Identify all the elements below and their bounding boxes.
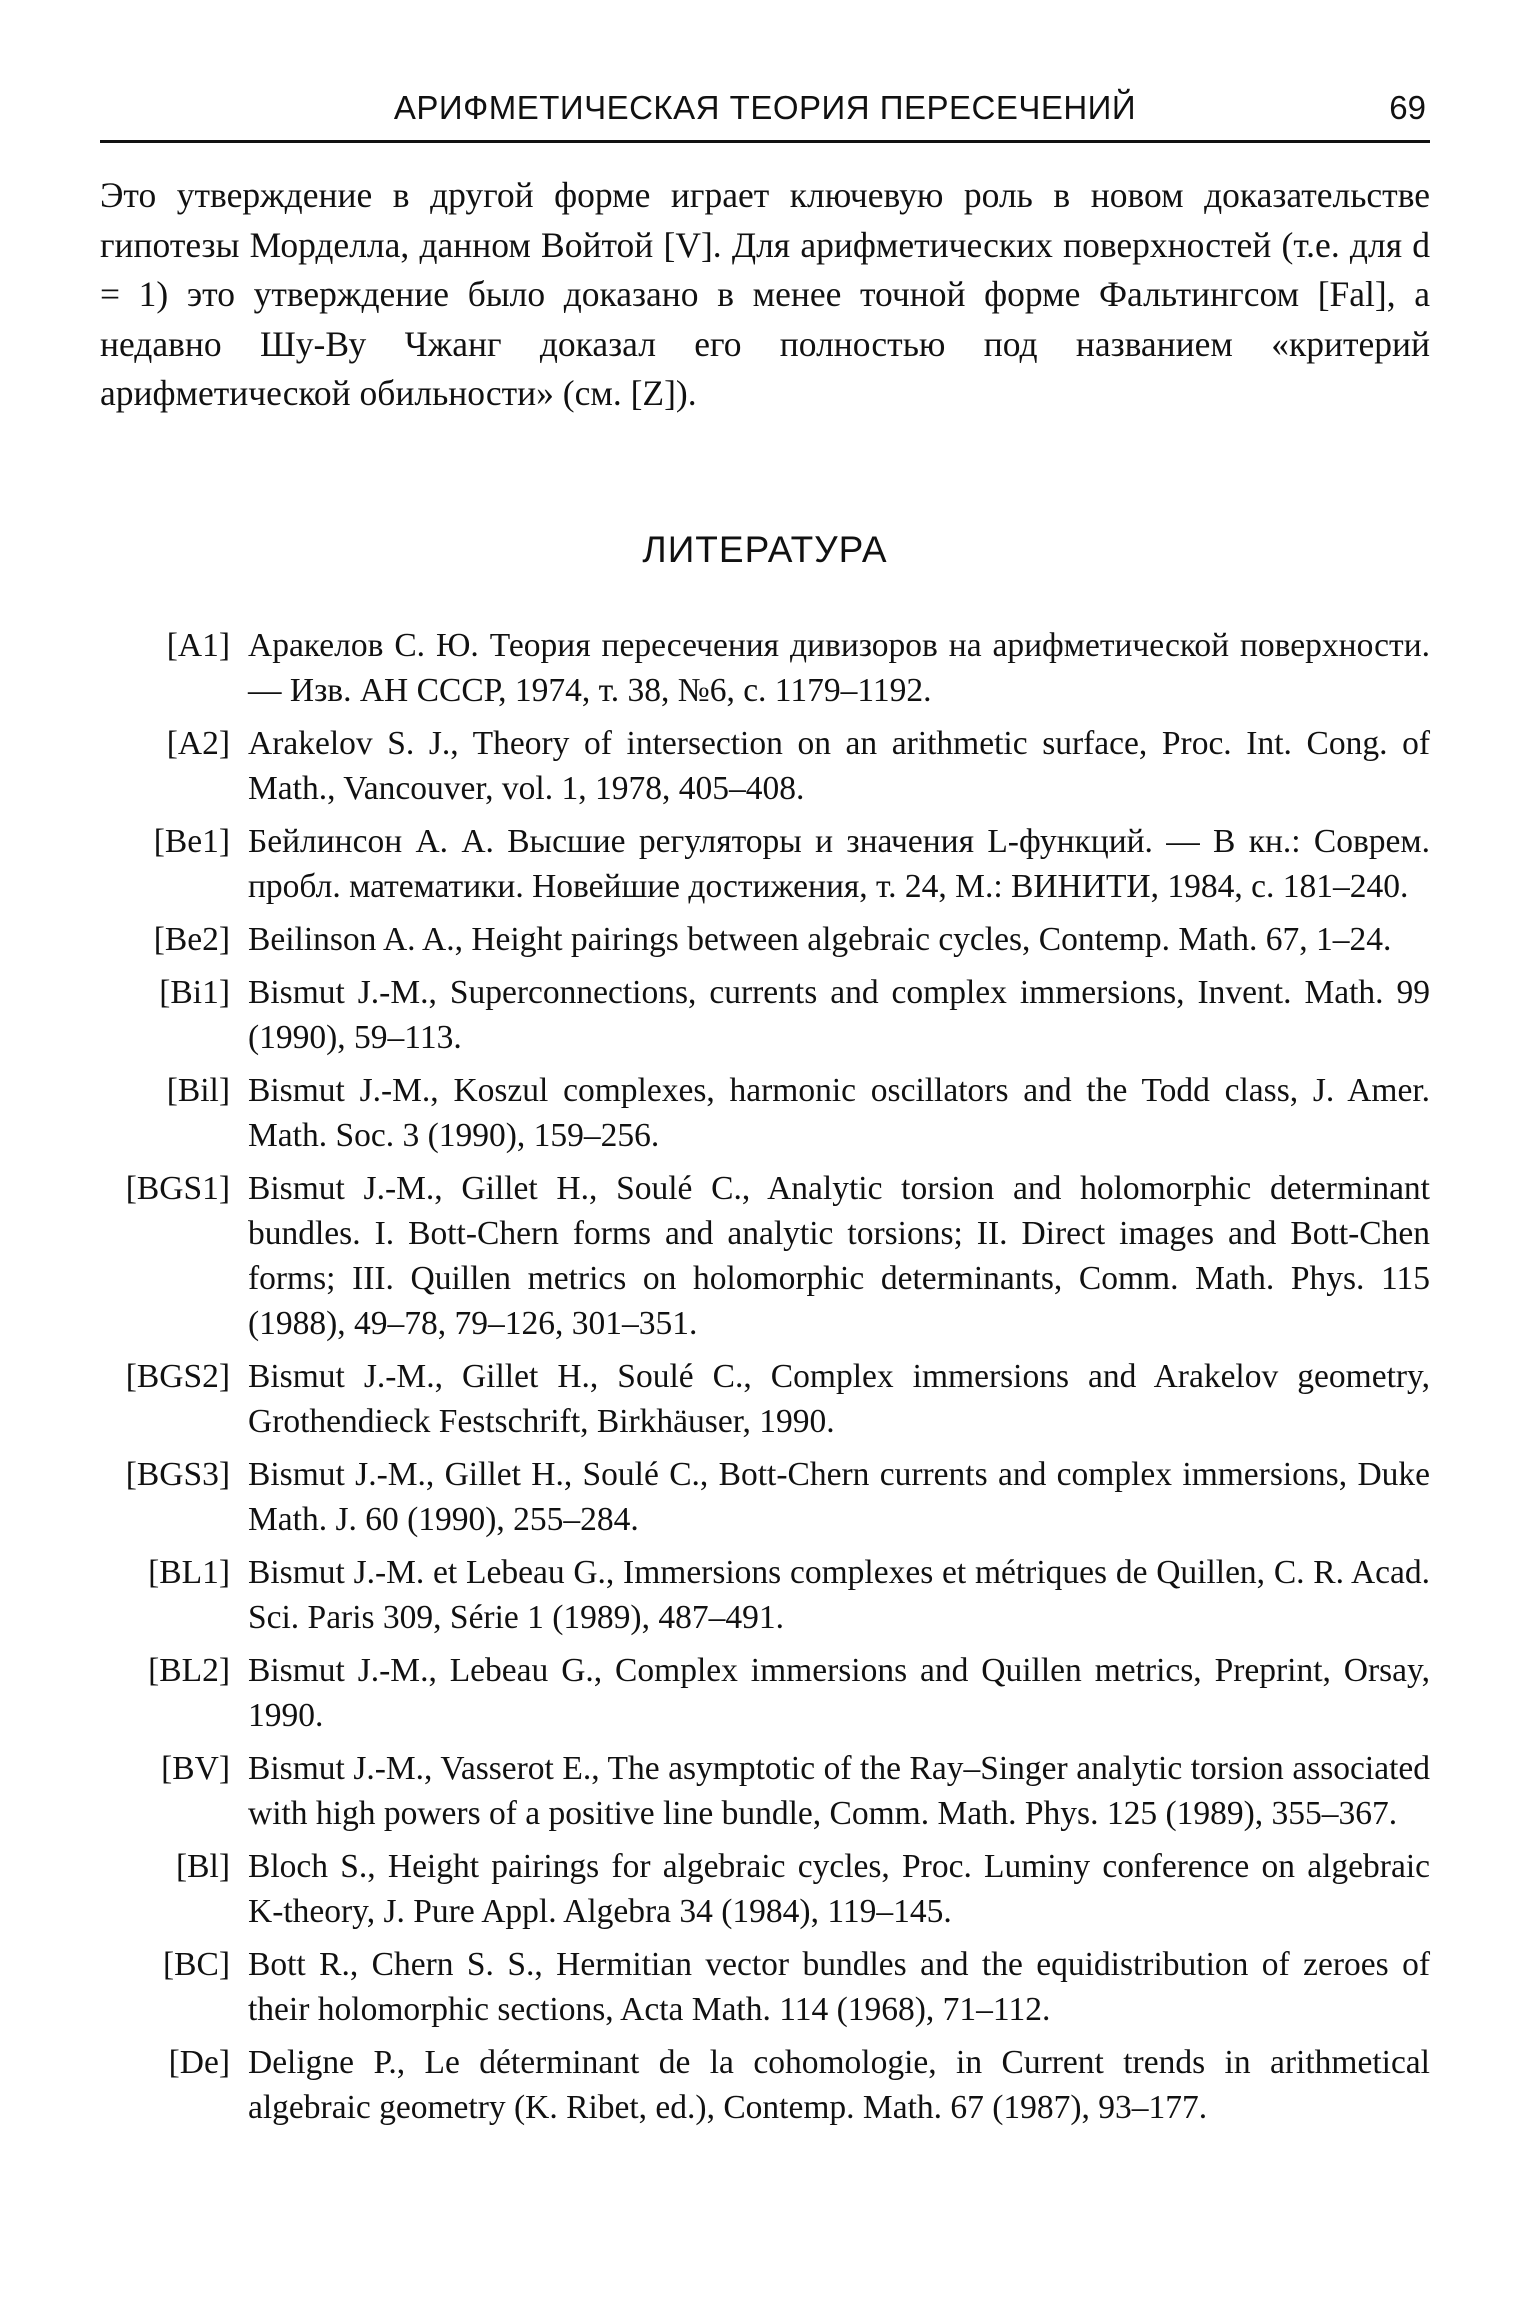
page — [100, 88, 1430, 2138]
reference-key: [A2] — [166, 724, 230, 762]
reference-BGS2 — [100, 1354, 1430, 1444]
reference-key: [BL1] — [148, 1553, 230, 1591]
reference-BV — [100, 1746, 1430, 1836]
reference-key: [BGS1] — [125, 1169, 230, 1207]
reference-BGS3 — [100, 1452, 1430, 1542]
page-number: 69 — [1389, 89, 1426, 126]
reference-BL1 — [100, 1550, 1430, 1640]
reference-key: [BL2] — [148, 1651, 230, 1689]
reference-text: Аракелов С. Ю. Теория пересечения дивизоров на арифметической поверхности. — Изв. АН СССР, 1974, т. 38, №6, с. 1179–1192. — [248, 626, 1430, 709]
reference-text: Bismut J.-M., Superconnections, currents and complex immersions, Invent. Math. 99 (1990), 59–113. — [248, 973, 1430, 1056]
reference-text: Beilinson A. A., Height pairings between algebraic cycles, Contemp. Math. 67, 1–24. — [248, 920, 1392, 958]
reference-text: Bott R., Chern S. S., Hermitian vector bundles and the equidistribution of zeroes of their holomorphic sections, Acta Math. 114 (1968), 71–112. — [248, 1945, 1430, 2028]
reference-key: [Be2] — [153, 920, 230, 958]
section-title: ЛИТЕРАТУРА — [642, 528, 888, 570]
reference-text: Bismut J.-M., Gillet H., Soulé C., Analytic torsion and holomorphic determinant bundles. I. Bott-Chern forms and analytic torsions; II. Direct images and Bott-Chen forms; III. Quillen metrics on holomorphic determinants, Comm. Math. Phys. 115 (1988), 49–78, 79–126, 301–351. — [248, 1169, 1430, 1342]
reference-text: Bloch S., Height pairings for algebraic cycles, Proc. Luminy conference on algebraic K-theory, J. Pure Appl. Algebra 34 (1984), 119–145. — [248, 1847, 1430, 1930]
reference-key: [Bil] — [166, 1071, 230, 1109]
reference-key: [Bi1] — [159, 973, 230, 1011]
reference-text: Bismut J.-M., Gillet H., Soulé C., Bott-Chern currents and complex immersions, Duke Math. J. 60 (1990), 255–284. — [248, 1455, 1430, 1538]
reference-Bi1 — [100, 970, 1430, 1060]
reference-text: Bismut J.-M., Gillet H., Soulé C., Complex immersions and Arakelov geometry, Grothendieck Festschrift, Birkhäuser, 1990. — [248, 1357, 1430, 1440]
reference-text: Arakelov S. J., Theory of intersection on an arithmetic surface, Proc. Int. Cong. of Math., Vancouver, vol. 1, 1978, 405–408. — [248, 724, 1430, 807]
reference-BL2 — [100, 1648, 1430, 1738]
reference-A2 — [100, 721, 1430, 811]
running-title: АРИФМЕТИЧЕСКАЯ ТЕОРИЯ ПЕРЕСЕЧЕНИЙ — [393, 89, 1137, 126]
reference-text: Bismut J.-M. et Lebeau G., Immersions complexes et métriques de Quillen, C. R. Acad. Sci. Paris 309, Série 1 (1989), 487–491. — [248, 1553, 1430, 1636]
reference-text: Bismut J.-M., Lebeau G., Complex immersions and Quillen metrics, Preprint, Orsay, 1990. — [248, 1651, 1430, 1734]
reference-key: [Be1] — [153, 822, 230, 860]
running-header — [100, 88, 1430, 143]
intro-paragraph: Это утверждение в другой форме играет ключевую роль в новом доказательстве гипотезы Морделла, данном Войтой [V]. Для арифметических поверхностей (т.е. для d = 1) это утверждение было доказано в менее точной форме Фальтингсом [Fal], а недавно Шу-Ву Чжанг доказал его полностью под названием «критерий арифметической обильности» (см. [Z]). — [100, 175, 1430, 413]
reference-Bil — [100, 1068, 1430, 1158]
reference-text: Бейлинсон А. А. Высшие регуляторы и значения L-функций. — В кн.: Соврем. пробл. математики. Новейшие достижения, т. 24, М.: ВИНИТИ, 1984, с. 181–240. — [248, 822, 1430, 905]
reference-text: Deligne P., Le déterminant de la cohomologie, in Current trends in arithmetical algebraic geometry (K. Ribet, ed.), Contemp. Math. 67 (1987), 93–177. — [248, 2043, 1430, 2126]
reference-Be1 — [100, 819, 1430, 909]
reference-key: [Bl] — [176, 1847, 230, 1885]
reference-list — [100, 623, 1430, 2130]
reference-De — [100, 2040, 1430, 2130]
reference-BC — [100, 1942, 1430, 2032]
reference-key: [BGS3] — [125, 1455, 230, 1493]
reference-Be2 — [100, 917, 1430, 962]
reference-BGS1 — [100, 1166, 1430, 1346]
reference-Bl — [100, 1844, 1430, 1934]
reference-key: [De] — [168, 2043, 230, 2081]
reference-text: Bismut J.-M., Koszul complexes, harmonic oscillators and the Todd class, J. Amer. Math. Soc. 3 (1990), 159–256. — [248, 1071, 1430, 1154]
reference-key: [BC] — [163, 1945, 230, 1983]
reference-key: [A1] — [166, 626, 230, 664]
reference-A1 — [100, 623, 1430, 713]
reference-key: [BGS2] — [125, 1357, 230, 1395]
reference-text: Bismut J.-M., Vasserot E., The asymptotic of the Ray–Singer analytic torsion associated with high powers of a positive line bundle, Comm. Math. Phys. 125 (1989), 355–367. — [248, 1749, 1430, 1832]
reference-key: [BV] — [161, 1749, 230, 1787]
